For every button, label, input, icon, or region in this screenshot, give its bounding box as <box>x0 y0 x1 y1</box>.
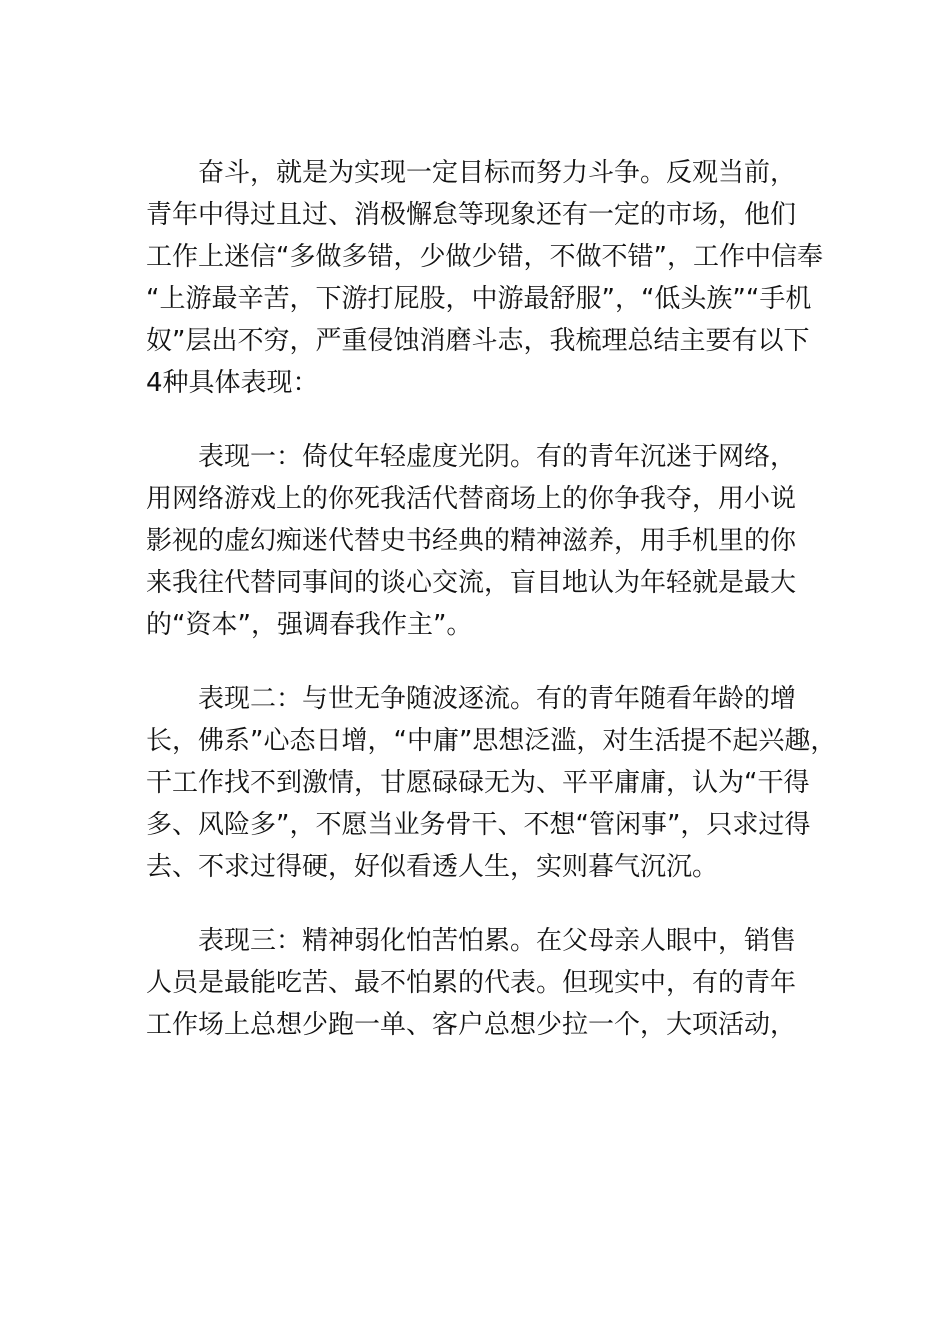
paragraph-manifestation-three <box>146 920 812 1046</box>
text-line: 表现一：倚仗年轻虚度光阴。有的青年沉迷于网络， <box>198 442 797 472</box>
text-line: 干工作找不到激情，甘愿碌碌无为、平平庸庸，认为“干得 <box>146 768 810 798</box>
text-line: 奴”层出不穷，严重侵蚀消磨斗志，我梳理总结主要有以下 <box>146 326 810 356</box>
text-line: 去、不求过得硬，好似看透人生，实则暮气沉沉。 <box>146 852 719 882</box>
paragraph-manifestation-two <box>146 678 837 888</box>
text-line: 的“资本”，强调春我作主”。 <box>146 610 473 640</box>
text-line: 青年中得过且过、消极懈怠等现象还有一定的市场，他们 <box>146 200 797 230</box>
paragraph-spacer <box>146 646 812 678</box>
paragraph-spacer <box>146 888 812 920</box>
text-line: 4种具体表现： <box>146 368 319 398</box>
paragraph-manifestation-one <box>146 436 812 646</box>
text-line: 来我往代替同事间的谈心交流，盲目地认为年轻就是最大 <box>146 568 797 598</box>
text-line: “上游最辛苦，下游打屁股，中游最舒服”，“低头族”“手机 <box>146 284 812 314</box>
text-line: 人员是最能吃苦、最不怕累的代表。但现实中，有的青年 <box>146 968 797 998</box>
text-line: 表现三：精神弱化怕苦怕累。在父母亲人眼中，销售 <box>198 926 797 956</box>
text-line: 多、风险多”，不愿当业务骨干、不想“管闲事”，只求过得 <box>146 810 811 840</box>
document-body <box>146 152 837 1046</box>
text-line: 长，佛系”心态日增，“中庸”思想泛滥，对生活提不起兴趣， <box>146 726 837 756</box>
text-line: 用网络游戏上的你死我活代替商场上的你争我夺，用小说 <box>146 484 797 514</box>
text-line: 工作场上总想少跑一单、客户总想少拉一个，大项活动， <box>146 1010 797 1040</box>
text-line: 表现二：与世无争随波逐流。有的青年随看年龄的增 <box>198 684 797 714</box>
paragraph-spacer <box>146 404 812 436</box>
text-line: 影视的虚幻痴迷代替史书经典的精神滋养，用手机里的你 <box>146 526 797 556</box>
paragraph-intro <box>146 152 823 404</box>
text-line: 工作上迷信“多做多错，少做少错，不做不错”，工作中信奉 <box>146 242 823 272</box>
text-line: 奋斗，就是为实现一定目标而努力斗争。反观当前， <box>198 158 797 188</box>
